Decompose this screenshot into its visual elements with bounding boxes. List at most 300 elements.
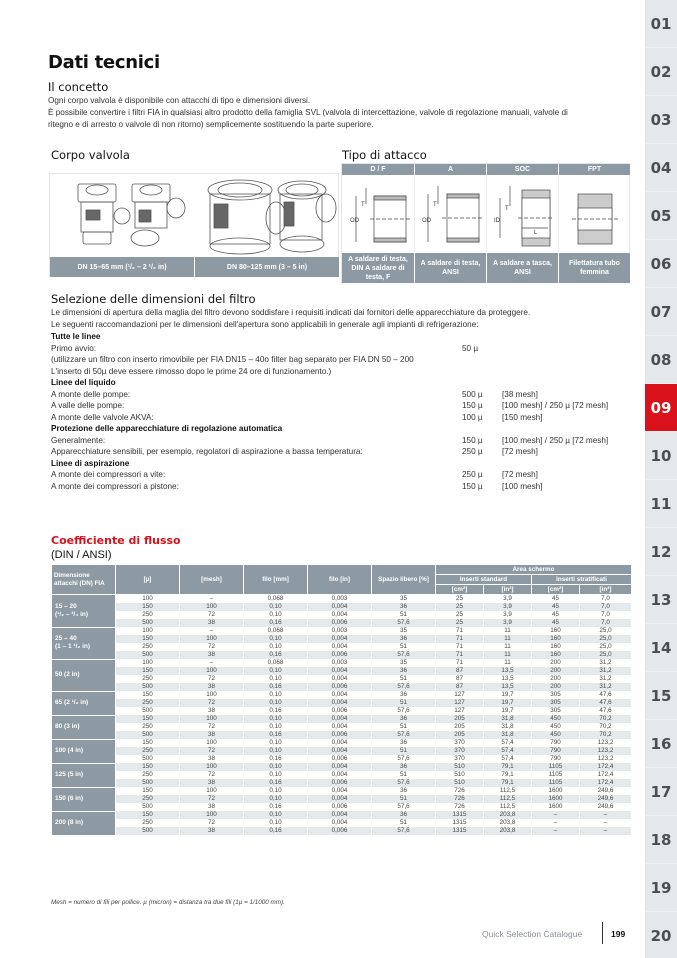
flow-value-cell: 500	[116, 651, 180, 659]
filter-item-mesh: [100 mesh]	[502, 481, 543, 491]
flow-value-cell: 500	[116, 707, 180, 715]
filter-intro-line: Le dimensioni di apertura della maglia del filtro devono soddisfare i requisiti indicati dai fornitori delle apparecchiature da proteggere.	[51, 308, 531, 317]
flow-value-cell: 36	[372, 811, 436, 819]
flow-value-cell: 57,4	[484, 739, 532, 747]
flow-value-cell: 500	[116, 803, 180, 811]
filter-group-title: Protezione delle apparecchiature di regolazione automatica	[51, 424, 283, 433]
filter-item-micron: 150 µ	[462, 481, 483, 491]
flow-value-cell: 25,0	[580, 643, 632, 651]
page-title: Dati tecnici	[48, 52, 160, 73]
chapter-tab-20[interactable]: 20	[645, 912, 677, 958]
flow-value-cell: 200	[532, 659, 580, 667]
flow-value-cell: 0,10	[244, 675, 308, 683]
flow-value-cell: 51	[372, 795, 436, 803]
flow-value-cell: 31,2	[580, 667, 632, 675]
flow-subtitle: (DIN / ANSI)	[51, 549, 112, 561]
flow-table-row	[52, 819, 632, 827]
flow-value-cell: 11	[484, 659, 532, 667]
valve-body-heading: Corpo valvola	[51, 148, 130, 162]
concept-text	[48, 95, 638, 131]
flow-value-cell: 36	[372, 667, 436, 675]
flow-value-cell: 25,0	[580, 627, 632, 635]
header-mu: [µ]	[116, 565, 180, 595]
flow-value-cell: 112,5	[484, 803, 532, 811]
flow-value-cell: 0,004	[308, 739, 372, 747]
flow-table-row	[52, 707, 632, 715]
flow-value-cell: 0,006	[308, 731, 372, 739]
flow-value-cell: –	[180, 659, 244, 667]
flow-value-cell: 0,004	[308, 771, 372, 779]
flow-value-cell: 0,10	[244, 691, 308, 699]
flow-value-cell: 100	[116, 659, 180, 667]
flow-value-cell: 0,10	[244, 723, 308, 731]
flow-value-cell: 250	[116, 675, 180, 683]
flow-table-row	[52, 771, 632, 779]
flow-value-cell: 500	[116, 683, 180, 691]
flow-value-cell: 0,16	[244, 651, 308, 659]
flow-value-cell: 25	[436, 595, 484, 604]
flow-value-cell: 305	[532, 707, 580, 715]
chapter-tab-15[interactable]: 15	[645, 672, 677, 720]
flow-value-cell: 0,004	[308, 699, 372, 707]
flow-value-cell: –	[180, 595, 244, 604]
filter-item-micron: 250 µ	[462, 470, 483, 479]
flow-value-cell: 31,2	[580, 683, 632, 691]
flow-value-cell: 47,6	[580, 699, 632, 707]
flow-value-cell: 31,2	[580, 675, 632, 683]
flow-table-row	[52, 595, 632, 604]
flow-value-cell: 0,004	[308, 723, 372, 731]
flow-value-cell: 0,004	[308, 795, 372, 803]
flow-table-row	[52, 635, 632, 643]
flow-title: Coefficiente di flusso	[51, 534, 181, 547]
flow-value-cell: 100	[180, 811, 244, 819]
flow-value-cell: 38	[180, 803, 244, 811]
filter-item-mesh: [100 mesh] / 250 µ [72 mesh]	[502, 435, 609, 445]
flow-value-cell: –	[532, 827, 580, 835]
flow-value-cell: 123,2	[580, 739, 632, 747]
flow-value-cell: 250	[116, 699, 180, 707]
flow-value-cell: 150	[116, 787, 180, 795]
flow-value-cell: 57,6	[372, 683, 436, 691]
flow-dn-cell: 65 (2 ¹/₂ in)	[52, 691, 116, 715]
flow-value-cell: 79,1	[484, 771, 532, 779]
flow-value-cell: 1105	[532, 779, 580, 787]
flow-value-cell: 38	[180, 755, 244, 763]
flow-value-cell: 87	[436, 667, 484, 675]
flow-value-cell: 36	[372, 715, 436, 723]
flow-value-cell: 0,004	[308, 611, 372, 619]
flow-value-cell: 79,1	[484, 779, 532, 787]
flow-value-cell: 11	[484, 643, 532, 651]
filter-item-label: A monte delle valvole AKVA:	[51, 412, 154, 422]
flow-value-cell: 70,2	[580, 715, 632, 723]
flow-table-row	[52, 691, 632, 699]
flow-value-cell: 203,8	[484, 827, 532, 835]
flow-value-cell: 0,10	[244, 739, 308, 747]
header-strat-in2: [in²]	[580, 585, 632, 595]
flow-value-cell: 72	[180, 643, 244, 651]
flow-value-cell: 123,2	[580, 747, 632, 755]
flow-value-cell: 0,004	[308, 603, 372, 611]
flow-value-cell: 205	[436, 731, 484, 739]
flow-value-cell: 100	[180, 603, 244, 611]
flow-value-cell: 0,16	[244, 803, 308, 811]
flow-value-cell: 123,2	[580, 755, 632, 763]
flow-value-cell: 150	[116, 691, 180, 699]
flow-value-cell: 150	[116, 667, 180, 675]
chapter-tab-12[interactable]: 12	[645, 528, 677, 576]
flow-value-cell: 160	[532, 627, 580, 635]
filter-item-micron: 100 µ	[462, 412, 483, 422]
flow-value-cell: 25,0	[580, 651, 632, 659]
flow-value-cell: 0,10	[244, 763, 308, 771]
filter-item-mesh: [150 mesh]	[502, 412, 543, 422]
flow-value-cell: 0,16	[244, 683, 308, 691]
flow-value-cell: 0,16	[244, 707, 308, 715]
chapter-tab-16[interactable]: 16	[645, 720, 677, 768]
flow-value-cell: 1105	[532, 763, 580, 771]
flow-value-cell: 51	[372, 747, 436, 755]
flow-table-row	[52, 627, 632, 635]
flow-value-cell: 0,16	[244, 779, 308, 787]
filter-item-label: A monte dei compressori a pistone:	[51, 481, 179, 491]
flow-value-cell: 370	[436, 755, 484, 763]
flow-value-cell: 13,5	[484, 675, 532, 683]
dim-label-id: ID	[494, 218, 500, 224]
flow-value-cell: 790	[532, 747, 580, 755]
flow-value-cell: 370	[436, 747, 484, 755]
flow-value-cell: 71	[436, 659, 484, 667]
flow-value-cell: 510	[436, 763, 484, 771]
flow-value-cell: 0,004	[308, 763, 372, 771]
flow-value-cell: –	[180, 627, 244, 635]
header-strat-cm2: [cm²]	[532, 585, 580, 595]
flow-value-cell: 71	[436, 635, 484, 643]
footer-divider	[602, 922, 603, 944]
flow-value-cell: 112,5	[484, 787, 532, 795]
flow-value-cell: 7,0	[580, 619, 632, 627]
flow-value-cell: 1600	[532, 803, 580, 811]
flow-value-cell: 57,6	[372, 803, 436, 811]
flow-value-cell: 0,10	[244, 643, 308, 651]
flow-value-cell: 0,10	[244, 699, 308, 707]
flow-value-cell: 3,9	[484, 619, 532, 627]
flow-value-cell: 38	[180, 619, 244, 627]
flow-table-row	[52, 683, 632, 691]
chapter-tab-05[interactable]: 05	[645, 192, 677, 240]
flow-value-cell: 71	[436, 651, 484, 659]
flow-value-cell: 72	[180, 795, 244, 803]
flow-value-cell: 45	[532, 595, 580, 604]
connection-code-df: D / F	[342, 164, 414, 175]
flow-value-cell: 100	[180, 787, 244, 795]
header-dn: Dimensione attacchi (DN) FIA	[52, 565, 116, 595]
concept-heading: Il concetto	[48, 80, 109, 94]
header-screen-area: Area schermo	[436, 565, 632, 575]
chapter-tab-19[interactable]: 19	[645, 864, 677, 912]
flow-value-cell: 71	[436, 643, 484, 651]
connection-type-panel	[341, 163, 630, 283]
flow-table-row	[52, 699, 632, 707]
filter-group-title: Linee del liquido	[51, 378, 116, 387]
flow-value-cell: 72	[180, 611, 244, 619]
flow-value-cell: 172,4	[580, 779, 632, 787]
flow-value-cell: 38	[180, 707, 244, 715]
chapter-tab-13[interactable]: 13	[645, 576, 677, 624]
flow-note: Mesh = numero di fili per pollice. µ (micron) = distanza tra due fili (1µ = 1/1000 mm).	[51, 899, 285, 906]
flow-value-cell: 160	[532, 643, 580, 651]
chapter-tab-17[interactable]: 17	[645, 768, 677, 816]
flow-value-cell: 0,10	[244, 771, 308, 779]
flow-value-cell: 19,7	[484, 691, 532, 699]
flow-value-cell: 36	[372, 691, 436, 699]
flow-value-cell: 112,5	[484, 795, 532, 803]
flow-value-cell: 45	[532, 619, 580, 627]
flow-value-cell: 57,6	[372, 779, 436, 787]
flow-value-cell: 305	[532, 699, 580, 707]
flow-table-row	[52, 603, 632, 611]
flow-value-cell: 0,16	[244, 731, 308, 739]
flow-value-cell: 7,0	[580, 603, 632, 611]
flow-dn-cell: 15 – 20 (¹/₂ – ³/₄ in)	[52, 595, 116, 628]
filter-item-micron: 500 µ	[462, 389, 483, 399]
flow-value-cell: 0,004	[308, 715, 372, 723]
flow-table-row	[52, 675, 632, 683]
flow-table-row	[52, 811, 632, 819]
chapter-tab-06[interactable]: 06	[645, 240, 677, 288]
valve-body-panel	[49, 173, 339, 277]
filter-intro-line: Le seguenti raccomandazioni per le dimensioni dell'apertura sono applicabili in generale agli impianti di refrigerazione:	[51, 320, 479, 329]
filter-item-label: Generalmente:	[51, 435, 106, 445]
flow-value-cell: 31,8	[484, 723, 532, 731]
flow-value-cell: 0,003	[308, 627, 372, 635]
connection-caption-soc: A saldare a tasca, ANSI	[487, 253, 558, 283]
flow-value-cell: 726	[436, 803, 484, 811]
filter-group-title: Linee di aspirazione	[51, 458, 130, 468]
flow-value-cell: 57,4	[484, 747, 532, 755]
dim-label-t: T	[433, 202, 437, 208]
flow-table-row	[52, 731, 632, 739]
connection-caption-df: A saldare di testa, DIN A saldare di testa, F	[342, 253, 414, 283]
flow-table-row	[52, 739, 632, 747]
flow-value-cell: 19,7	[484, 707, 532, 715]
flow-dn-cell: 125 (5 in)	[52, 763, 116, 787]
filter-item-label: (utilizzare un filtro con inserto rimovibile per FIA DN15 – 40o filter bag separato per FIA DN 50 – 200	[51, 355, 414, 364]
flow-value-cell: 726	[436, 795, 484, 803]
flow-value-cell: 11	[484, 651, 532, 659]
flow-value-cell: 205	[436, 723, 484, 731]
flow-value-cell: 249,6	[580, 803, 632, 811]
flow-value-cell: 45	[532, 611, 580, 619]
flow-value-cell: 13,5	[484, 667, 532, 675]
flow-value-cell: 172,4	[580, 771, 632, 779]
connection-code-soc: SOC	[487, 164, 558, 175]
filter-item-micron: 50 µ	[462, 343, 479, 353]
flow-value-cell: 36	[372, 603, 436, 611]
valve-body-illustration	[50, 174, 338, 256]
flow-table-row	[52, 755, 632, 763]
chapter-tab-11[interactable]: 11	[645, 480, 677, 528]
flow-value-cell: 250	[116, 723, 180, 731]
flow-value-cell: 500	[116, 731, 180, 739]
flow-value-cell: 0,004	[308, 811, 372, 819]
flow-value-cell: 0,10	[244, 819, 308, 827]
flow-value-cell: 0,16	[244, 619, 308, 627]
chapter-tab-04[interactable]: 04	[645, 144, 677, 192]
flow-value-cell: 100	[116, 627, 180, 635]
chapter-tab-03[interactable]: 03	[645, 96, 677, 144]
flow-value-cell: 510	[436, 771, 484, 779]
flow-value-cell: 790	[532, 739, 580, 747]
footer-catalogue: Quick Selection Catalogue	[482, 929, 583, 939]
flow-value-cell: 205	[436, 715, 484, 723]
chapter-tab-09[interactable]: 09	[645, 384, 677, 432]
flow-value-cell: 450	[532, 731, 580, 739]
dim-label-od: OD	[422, 218, 431, 224]
flow-value-cell: 160	[532, 651, 580, 659]
flow-value-cell: –	[580, 819, 632, 827]
flow-value-cell: 100	[180, 635, 244, 643]
flow-table-row	[52, 723, 632, 731]
flow-value-cell: 3,9	[484, 603, 532, 611]
flow-table-row	[52, 611, 632, 619]
flow-dn-cell: 25 – 40 (1 – 1 ¹/₂ in)	[52, 627, 116, 659]
flow-value-cell: 87	[436, 683, 484, 691]
flow-value-cell: 0,004	[308, 819, 372, 827]
flow-value-cell: 70,2	[580, 723, 632, 731]
flow-value-cell: 100	[180, 691, 244, 699]
flow-value-cell: 203,8	[484, 819, 532, 827]
flow-value-cell: 0,10	[244, 747, 308, 755]
flow-value-cell: 51	[372, 643, 436, 651]
flow-value-cell: 72	[180, 699, 244, 707]
flow-value-cell: 72	[180, 723, 244, 731]
flow-value-cell: 250	[116, 771, 180, 779]
flow-value-cell: 249,6	[580, 795, 632, 803]
filter-item-label: A monte delle pompe:	[51, 389, 131, 399]
flow-value-cell: 45	[532, 603, 580, 611]
flow-value-cell: 70,2	[580, 731, 632, 739]
flow-dn-cell: 200 (8 in)	[52, 811, 116, 835]
flow-value-cell: 0,004	[308, 675, 372, 683]
flow-value-cell: 127	[436, 699, 484, 707]
filter-item-label: L'inserto di 50µ deve essere rimosso dopo le prime 24 ore di funzionamento.)	[51, 366, 332, 376]
flow-value-cell: 7,0	[580, 611, 632, 619]
chapter-tab-10[interactable]: 10	[645, 432, 677, 480]
flow-value-cell: 11	[484, 635, 532, 643]
flow-value-cell: 51	[372, 699, 436, 707]
flow-value-cell: 0,10	[244, 715, 308, 723]
header-free-space: Spazio libero [%]	[372, 565, 436, 595]
filter-item-label: Apparecchiature sensibili, per esempio, regolatori di aspirazione a bassa temperatura:	[51, 447, 363, 456]
flow-value-cell: 57,6	[372, 651, 436, 659]
flow-value-cell: 0,004	[308, 643, 372, 651]
chapter-tab-02[interactable]: 02	[645, 48, 677, 96]
flow-value-cell: 150	[116, 739, 180, 747]
flow-value-cell: 3,9	[484, 611, 532, 619]
flow-value-cell: 0,003	[308, 595, 372, 604]
flow-value-cell: 250	[116, 643, 180, 651]
concept-line: Ogni corpo valvola è disponibile con attacchi di tipo e dimensioni diversi.	[48, 96, 311, 105]
flow-value-cell: 127	[436, 691, 484, 699]
flow-value-cell: 0,006	[308, 803, 372, 811]
flow-value-cell: –	[532, 819, 580, 827]
flow-value-cell: 160	[532, 635, 580, 643]
header-mesh: [mesh]	[180, 565, 244, 595]
flow-value-cell: 72	[180, 819, 244, 827]
flow-value-cell: 19,7	[484, 699, 532, 707]
chapter-tab-01[interactable]: 01	[645, 0, 677, 48]
flow-value-cell: 57,6	[372, 755, 436, 763]
flow-value-cell: 38	[180, 779, 244, 787]
flow-value-cell: 305	[532, 691, 580, 699]
flow-value-cell: 0,003	[308, 659, 372, 667]
flow-value-cell: 500	[116, 779, 180, 787]
flow-value-cell: 72	[180, 675, 244, 683]
dim-label-t: T	[361, 202, 365, 208]
filter-item-label: Primo avvio:	[51, 343, 97, 353]
chapter-tab-07[interactable]: 07	[645, 288, 677, 336]
flow-table-row	[52, 779, 632, 787]
flow-value-cell: 47,6	[580, 707, 632, 715]
flow-value-cell: 47,6	[580, 691, 632, 699]
flow-value-cell: 79,1	[484, 763, 532, 771]
flow-value-cell: 38	[180, 651, 244, 659]
flow-value-cell: 51	[372, 723, 436, 731]
flow-value-cell: 150	[116, 811, 180, 819]
chapter-tab-08[interactable]: 08	[645, 336, 677, 384]
flow-value-cell: –	[580, 827, 632, 835]
flow-table-row	[52, 667, 632, 675]
flow-table-row	[52, 763, 632, 771]
flow-table-row	[52, 803, 632, 811]
flow-value-cell: 3,9	[484, 595, 532, 604]
chapter-tab-14[interactable]: 14	[645, 624, 677, 672]
flow-value-cell: –	[580, 811, 632, 819]
flow-value-cell: 36	[372, 635, 436, 643]
flow-value-cell: 0,10	[244, 787, 308, 795]
flow-value-cell: 72	[180, 771, 244, 779]
flow-value-cell: 35	[372, 627, 436, 635]
header-filo-in: filo [in]	[308, 565, 372, 595]
flow-value-cell: 51	[372, 771, 436, 779]
flow-value-cell: 500	[116, 755, 180, 763]
flow-value-cell: 1315	[436, 819, 484, 827]
filter-item-mesh: [38 mesh]	[502, 389, 538, 399]
header-standard-inserts: Inserti standard	[436, 575, 532, 585]
flow-value-cell: 150	[116, 635, 180, 643]
chapter-tab-strip	[645, 0, 677, 958]
flow-dn-cell: 100 (4 in)	[52, 739, 116, 763]
dim-label-l: L	[534, 230, 538, 236]
flow-value-cell: 150	[116, 763, 180, 771]
flow-value-cell: 51	[372, 675, 436, 683]
flow-value-cell: 790	[532, 755, 580, 763]
flow-table-row	[52, 787, 632, 795]
flow-value-cell: 25,0	[580, 635, 632, 643]
flow-value-cell: 1105	[532, 771, 580, 779]
flow-value-cell: 0,10	[244, 603, 308, 611]
valve-body-caption-large: DN 80–125 mm (3 – 5 in)	[195, 257, 339, 277]
flow-value-cell: 36	[372, 787, 436, 795]
filter-item-label: A monte dei compressori a vite:	[51, 470, 166, 479]
flow-value-cell: 57,6	[372, 731, 436, 739]
filter-heading: Selezione delle dimensioni del filtro	[51, 292, 256, 306]
chapter-tab-18[interactable]: 18	[645, 816, 677, 864]
flow-value-cell: 0,004	[308, 747, 372, 755]
flow-value-cell: 0,068	[244, 659, 308, 667]
